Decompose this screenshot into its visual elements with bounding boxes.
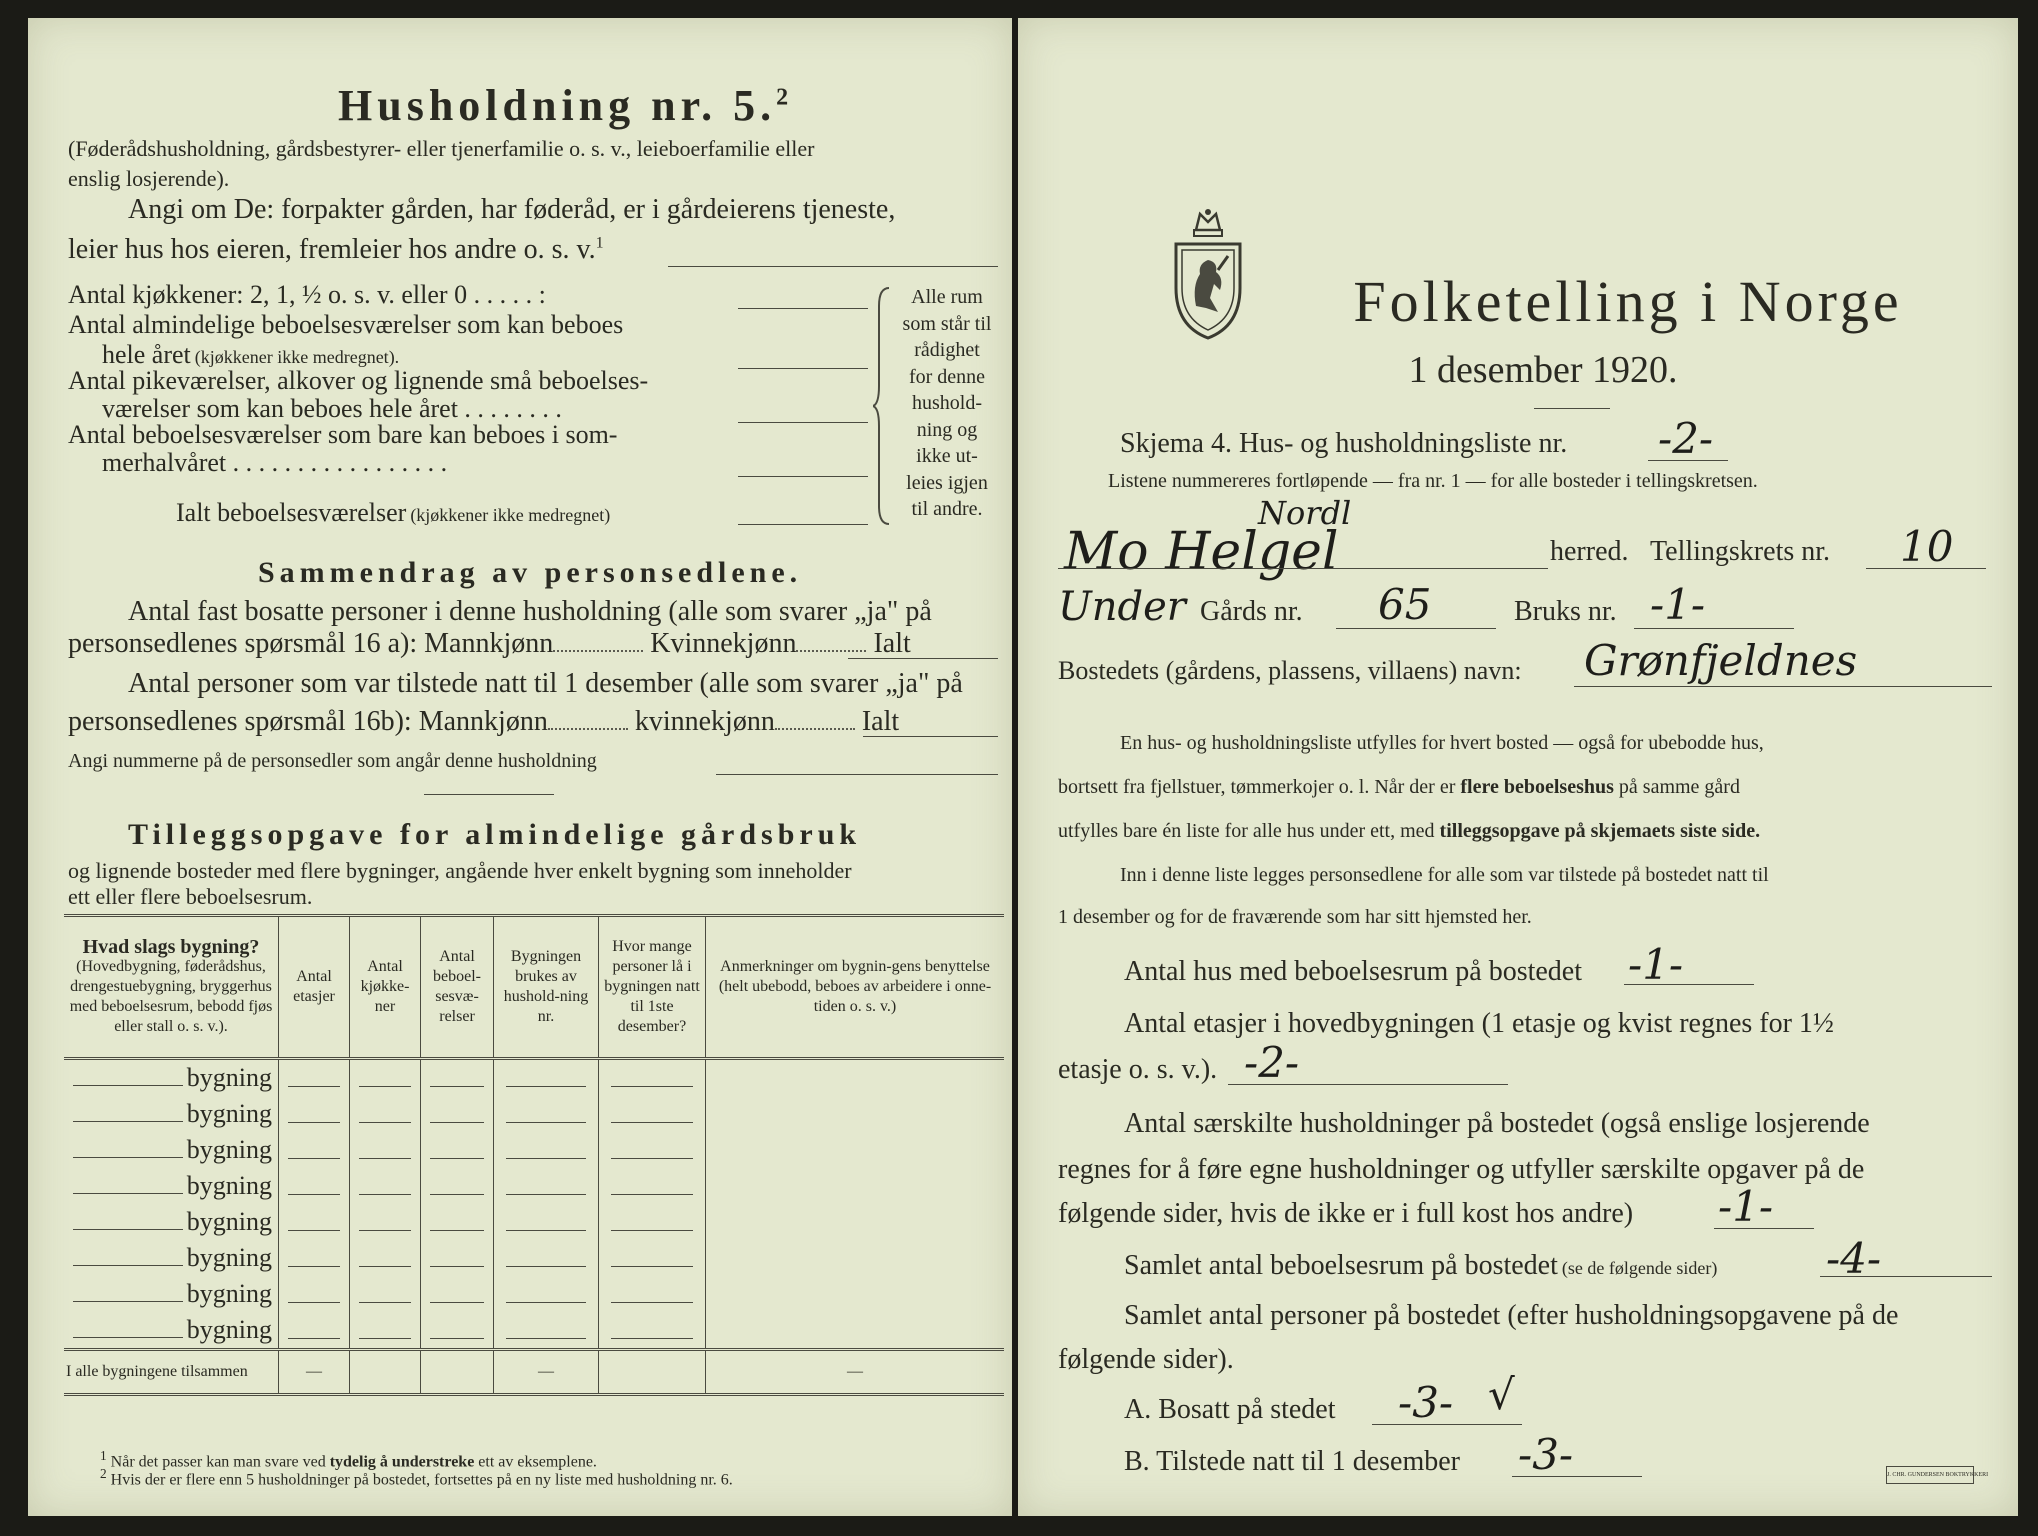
col-header-anmerkninger: Anmerkninger om bygnin-gens benyttelse (helt ubebodd, beboes av arbeidere i onne-tiden o. s. v.) <box>706 916 1005 1059</box>
building-row <box>64 1276 1004 1312</box>
cell-line <box>359 1302 412 1303</box>
total-vaerelser <box>421 1350 494 1395</box>
herred-value[interactable]: Mo Helgel <box>1064 522 1339 582</box>
personer-line2: følgende sider). <box>1058 1344 1234 1375</box>
section-divider <box>424 794 554 795</box>
total-kjokkener <box>350 1350 421 1395</box>
col-header-beboelsesvaerelser: Antal beboel-sesvæ-relser <box>421 916 494 1059</box>
herred-label: herred. <box>1550 536 1629 567</box>
rooms-note: Alle rum som står til rådighet for denne hushold- ning og ikke ut- leies igjen til andre. <box>902 286 992 520</box>
building-name-cell[interactable] <box>64 1132 279 1168</box>
building-cell[interactable] <box>421 1240 494 1276</box>
etasjer-line <box>1228 1084 1508 1085</box>
herred-line <box>1058 568 1548 569</box>
building-cell[interactable] <box>599 1240 706 1276</box>
printer-stamp: J. CHR. GUNDERSEN BOKTRYKKERI <box>1886 1466 1974 1484</box>
building-name-cell[interactable] <box>64 1276 279 1312</box>
total-husholdning: — <box>494 1350 599 1395</box>
building-row <box>64 1204 1004 1240</box>
tilstede-value[interactable]: -3- <box>1518 1430 1574 1479</box>
building-name-blank[interactable] <box>73 1157 183 1158</box>
summary-p1-line1: Antal fast bosatte personer i denne husholdning (alle som svarer „ja" på <box>128 596 932 627</box>
cell-line <box>506 1194 586 1195</box>
cell-line <box>611 1158 693 1159</box>
sarskilte-line1: Antal særskilte husholdninger på bostedet (også enslige losjerende <box>1124 1108 1870 1139</box>
cell-line <box>288 1122 341 1123</box>
hus-value[interactable]: -1- <box>1628 940 1684 989</box>
bosatt-value[interactable]: -3- <box>1398 1378 1454 1427</box>
angi-nummer-label: Angi nummerne på de personsedler som angår denne husholdning <box>68 750 597 772</box>
intro-line-1: (Føderådshusholdning, gårdsbestyrer- eller tjenerfamilie o. s. v., leieboerfamilie eller <box>68 136 815 161</box>
building-cell[interactable] <box>421 1276 494 1312</box>
building-label: bygning <box>186 1171 272 1200</box>
pike-line-2: værelser som kan beboes hele året . . . . . . . . <box>102 394 562 423</box>
building-row <box>64 1132 1004 1168</box>
building-cell[interactable] <box>494 1132 599 1168</box>
building-row <box>64 1240 1004 1276</box>
building-cell[interactable] <box>350 1059 421 1097</box>
angi-answer-line[interactable] <box>668 266 998 267</box>
bosted-line <box>1574 686 1992 687</box>
tilstede-line <box>1512 1476 1642 1477</box>
total-personer <box>599 1350 706 1395</box>
tillegg-line1: og lignende bosteder med flere bygninger, angående hver enkelt bygning som inneholder <box>68 858 852 883</box>
summary-p1-ialt-answer[interactable] <box>848 658 998 659</box>
skjema-line <box>1648 460 1728 461</box>
personer-line1: Samlet antal personer på bostedet (efter husholdningsopgavene på de <box>1124 1300 1899 1331</box>
col-header-personer: Hvor mange personer lå i bygningen natt til 1ste desember? <box>599 916 706 1059</box>
building-cell[interactable] <box>706 1059 1005 1097</box>
tillegg-title: Tilleggsopgave for almindelige gårdsbruk <box>128 818 862 851</box>
cell-line <box>359 1194 412 1195</box>
building-cell[interactable] <box>599 1276 706 1312</box>
building-label: bygning <box>186 1063 272 1092</box>
building-cell[interactable] <box>706 1276 1005 1312</box>
building-cell[interactable] <box>494 1312 599 1350</box>
right-page <box>1018 18 2018 1516</box>
building-row <box>64 1312 1004 1350</box>
building-cell[interactable] <box>350 1204 421 1240</box>
building-cell[interactable] <box>421 1059 494 1097</box>
pike-line-1: Antal pikeværelser, alkover og lignende små beboelses- <box>68 366 649 395</box>
intro-line-2: enslig losjerende). <box>68 166 230 191</box>
kjokkener-label: Antal kjøkkener: 2, 1, ½ o. s. v. eller 0 . . . . . : <box>68 280 546 309</box>
cell-line <box>288 1302 341 1303</box>
cell-line <box>359 1230 412 1231</box>
building-cell[interactable] <box>350 1132 421 1168</box>
building-cell[interactable] <box>706 1132 1005 1168</box>
cell-line <box>430 1230 484 1231</box>
alm-line-1: Antal almindelige beboelsesværelser som kan beboes <box>68 310 624 339</box>
building-cell[interactable] <box>706 1240 1005 1276</box>
alm-answer[interactable] <box>738 368 868 369</box>
building-cell[interactable] <box>421 1096 494 1132</box>
angi-line-2: leier hus hos eieren, fremleier hos andre o. s. v.$^1$ <box>68 234 604 265</box>
building-cell[interactable] <box>599 1096 706 1132</box>
cell-line <box>288 1158 341 1159</box>
building-name-cell[interactable] <box>64 1204 279 1240</box>
building-label: bygning <box>186 1099 272 1128</box>
col-header-kjokkener: Antal kjøkke-ner <box>350 916 421 1059</box>
info1-line3: utfylles bare én liste for alle hus under ett, med tilleggsopgave på skjemaets siste side. <box>1058 820 1761 842</box>
cell-line <box>430 1086 484 1087</box>
sarskilte-value[interactable]: -1- <box>1718 1182 1774 1231</box>
building-cell[interactable] <box>421 1168 494 1204</box>
building-cell[interactable] <box>279 1204 350 1240</box>
building-cell[interactable] <box>279 1096 350 1132</box>
building-row <box>64 1168 1004 1204</box>
summary-p2-line1: Antal personer som var tilstede natt til 1 desember (alle som svarer „ja" på <box>128 668 963 699</box>
husholdning-title: Husholdning nr. 5.$^2$ <box>338 81 794 130</box>
building-cell[interactable] <box>421 1132 494 1168</box>
cell-line <box>611 1266 693 1267</box>
building-label: bygning <box>186 1207 272 1236</box>
building-name-cell[interactable] <box>64 1168 279 1204</box>
summary-title: Sammendrag av personsedlene. <box>258 556 803 589</box>
ialt-answer[interactable] <box>738 524 868 525</box>
cell-line <box>611 1302 693 1303</box>
building-cell[interactable] <box>599 1312 706 1350</box>
summary-p2-ialt-answer[interactable] <box>863 736 998 737</box>
footnote-2: $^2$ Hvis der er flere enn 5 husholdninger på bostedet, fortsettes på en ny liste med husholdning nr. 6. <box>100 1466 733 1489</box>
cell-line <box>359 1122 412 1123</box>
cell-line <box>288 1194 341 1195</box>
cell-line <box>430 1194 484 1195</box>
building-name-cell[interactable] <box>64 1096 279 1132</box>
cell-line <box>611 1338 693 1339</box>
info1-line1: En hus- og husholdningsliste utfylles for hvert bosted — også for ubebodde hus, <box>1120 732 1764 754</box>
building-cell[interactable] <box>706 1168 1005 1204</box>
sarskilte-line3: følgende sider, hvis de ikke er i full kost hos andre) <box>1058 1198 1634 1229</box>
building-cell[interactable] <box>599 1059 706 1097</box>
cell-line <box>359 1338 412 1339</box>
info2-line1: Inn i denne liste legges personsedlene for alle som var tilstede på bostedet natt til <box>1120 864 1769 886</box>
norwegian-coat-of-arms-icon <box>1168 208 1248 343</box>
building-cell[interactable] <box>350 1276 421 1312</box>
building-cell[interactable] <box>706 1096 1005 1132</box>
building-name-blank[interactable] <box>73 1337 183 1338</box>
cell-line <box>288 1230 341 1231</box>
cell-line <box>359 1158 412 1159</box>
sarskilte-line <box>1714 1228 1814 1229</box>
bosted-label: Bostedets (gårdens, plassens, villaens) navn: <box>1058 656 1522 685</box>
cell-line <box>506 1302 586 1303</box>
cell-line <box>430 1338 484 1339</box>
skjema-label: Skjema 4. Hus- og husholdningsliste nr. <box>1120 428 1568 459</box>
building-cell[interactable] <box>494 1168 599 1204</box>
building-name-blank[interactable] <box>73 1229 183 1230</box>
footnote-1: $^1$ Når det passer kan man svare ved tydelig å understreke ett av eksemplene. <box>100 1448 597 1471</box>
cell-line <box>506 1122 586 1123</box>
building-name-cell[interactable] <box>64 1312 279 1350</box>
info1-line2: bortsett fra fjellstuer, tømmerkojer o. l. Når der er flere beboelseshus på samme gård <box>1058 776 1740 798</box>
listene-note: Listene nummereres fortløpende — fra nr. 1 — for alle bosteder i tellingskretsen. <box>1108 470 1758 492</box>
cell-line <box>506 1158 586 1159</box>
building-cell[interactable] <box>279 1312 350 1350</box>
cell-line <box>430 1266 484 1267</box>
cell-line <box>611 1194 693 1195</box>
hus-label: Antal hus med beboelsesrum på bostedet <box>1124 956 1583 987</box>
angi-line-1: Angi om De: forpakter gården, har føderåd, er i gårdeierens tjeneste, <box>128 194 896 225</box>
cell-line <box>506 1338 586 1339</box>
tellingskrets-line <box>1866 568 1986 569</box>
tillegg-line2: ett eller flere beboelsesrum. <box>68 884 313 909</box>
building-cell[interactable] <box>494 1204 599 1240</box>
building-cell[interactable] <box>599 1132 706 1168</box>
left-page <box>28 18 1012 1516</box>
cell-line <box>506 1086 586 1087</box>
census-date: 1 desember 1920. <box>1408 349 1678 391</box>
building-cell[interactable] <box>599 1204 706 1240</box>
gard-value[interactable]: 65 <box>1378 580 1432 629</box>
col-header-building: Hvad slags bygning? (Hovedbygning, føderådshus, drengestuebygning, bryggerhus med beboelsesrum, bebodd fjøs eller stall o. s. v.). <box>64 916 279 1059</box>
building-cell[interactable] <box>494 1276 599 1312</box>
cell-line <box>611 1230 693 1231</box>
cell-line <box>288 1266 341 1267</box>
bosatt-line <box>1372 1424 1522 1425</box>
rum-label: Samlet antal beboelsesrum på bostedet (se de følgende sider) <box>1124 1250 1718 1281</box>
building-cell[interactable] <box>421 1312 494 1350</box>
building-cell[interactable] <box>706 1312 1005 1350</box>
building-name-blank[interactable] <box>73 1121 183 1122</box>
building-cell[interactable] <box>279 1276 350 1312</box>
sommer-line-2: merhalvåret . . . . . . . . . . . . . . . . . <box>102 448 448 477</box>
etasjer-line2: etasje o. s. v.). <box>1058 1054 1218 1085</box>
building-cell[interactable] <box>350 1312 421 1350</box>
date-underline <box>1534 408 1610 409</box>
bosatt-checkmark: √ <box>1488 1370 1515 1419</box>
bosatt-label: A. Bosatt på stedet <box>1124 1394 1336 1425</box>
tilstede-label: B. Tilstede natt til 1 desember <box>1124 1446 1460 1477</box>
gard-line <box>1336 628 1496 629</box>
total-anmerkninger: — <box>706 1350 1005 1395</box>
cell-line <box>359 1266 412 1267</box>
angi-nummer-answer[interactable] <box>716 774 998 775</box>
pike-answer[interactable] <box>738 422 868 423</box>
cell-line <box>288 1338 341 1339</box>
building-row <box>64 1059 1004 1097</box>
ialt-label: Ialt beboelsesværelser (kjøkkener ikke medregnet) <box>176 498 611 527</box>
etasjer-value[interactable]: -2- <box>1244 1038 1300 1087</box>
cell-line <box>430 1302 484 1303</box>
building-cell[interactable] <box>494 1059 599 1097</box>
building-table <box>64 914 1004 1396</box>
total-label: I alle bygningene tilsammen <box>64 1350 279 1395</box>
kjokkener-answer[interactable] <box>738 308 868 309</box>
gard-prefix: Under <box>1058 584 1186 630</box>
bruk-value[interactable]: -1- <box>1650 580 1706 629</box>
tellingskrets-label: Tellingskrets nr. <box>1650 536 1831 567</box>
cell-line <box>611 1086 693 1087</box>
building-label: bygning <box>186 1243 272 1272</box>
etasjer-line1: Antal etasjer i hovedbygningen (1 etasje og kvist regnes for 1½ <box>1124 1008 1834 1039</box>
building-name-blank[interactable] <box>73 1265 183 1266</box>
cell-line <box>430 1158 484 1159</box>
building-cell[interactable] <box>494 1240 599 1276</box>
bosted-value[interactable]: Grønfjeldnes <box>1584 636 1858 685</box>
summary-p2-line2: personsedlenes spørsmål 16b): Mannkjønn kvinnekjønn Ialt <box>68 706 900 737</box>
building-name-cell[interactable] <box>64 1059 279 1097</box>
col-header-husholdning: Bygningen brukes av hushold-ning nr. <box>494 916 599 1059</box>
col-header-etasjer: Antal etasjer <box>279 916 350 1059</box>
cell-line <box>359 1086 412 1087</box>
building-label: bygning <box>186 1279 272 1308</box>
alm-line-2: hele året (kjøkkener ikke medregnet). <box>102 340 400 369</box>
sommer-answer[interactable] <box>738 476 868 477</box>
bruk-line <box>1634 628 1794 629</box>
cell-line <box>506 1266 586 1267</box>
rum-value[interactable]: -4- <box>1826 1234 1882 1283</box>
cell-line <box>430 1122 484 1123</box>
building-label: bygning <box>186 1315 272 1344</box>
herred-insert: Nordl <box>1258 494 1352 532</box>
building-cell[interactable] <box>706 1204 1005 1240</box>
building-cell[interactable] <box>494 1096 599 1132</box>
building-name-blank[interactable] <box>73 1193 183 1194</box>
gard-label: Gårds nr. <box>1200 596 1303 627</box>
building-label: bygning <box>186 1135 272 1164</box>
building-cell[interactable] <box>350 1240 421 1276</box>
building-cell[interactable] <box>599 1168 706 1204</box>
sarskilte-line2: regnes for å føre egne husholdninger og utfyller særskilte opgaver på de <box>1058 1154 1865 1185</box>
building-cell[interactable] <box>279 1059 350 1097</box>
summary-p1-line2: personsedlenes spørsmål 16 a): Mannkjønn Kvinnekjønn Ialt <box>68 628 911 659</box>
building-row <box>64 1096 1004 1132</box>
tellingskrets-value[interactable]: 10 <box>1900 522 1954 571</box>
building-cell[interactable] <box>279 1132 350 1168</box>
building-name-blank[interactable] <box>73 1301 183 1302</box>
building-cell[interactable] <box>279 1168 350 1204</box>
building-cell[interactable] <box>350 1096 421 1132</box>
building-cell[interactable] <box>350 1168 421 1204</box>
cell-line <box>611 1122 693 1123</box>
brace-icon <box>873 286 893 526</box>
total-etasjer: — <box>279 1350 350 1395</box>
hus-line <box>1624 984 1754 985</box>
cell-line <box>506 1230 586 1231</box>
total-row <box>64 1350 1004 1395</box>
building-name-blank[interactable] <box>73 1085 183 1086</box>
building-cell[interactable] <box>421 1204 494 1240</box>
building-cell[interactable] <box>279 1240 350 1276</box>
rum-line <box>1820 1276 1992 1277</box>
census-title: Folketelling i Norge <box>1353 269 1903 334</box>
info2-line2: 1 desember og for de fraværende som har sitt hjemsted her. <box>1058 906 1532 928</box>
skjema-value[interactable]: -2- <box>1658 414 1714 463</box>
sommer-line-1: Antal beboelsesværelser som bare kan beboes i som- <box>68 420 618 449</box>
bruk-label: Bruks nr. <box>1514 596 1617 627</box>
building-name-cell[interactable] <box>64 1240 279 1276</box>
cell-line <box>288 1086 341 1087</box>
